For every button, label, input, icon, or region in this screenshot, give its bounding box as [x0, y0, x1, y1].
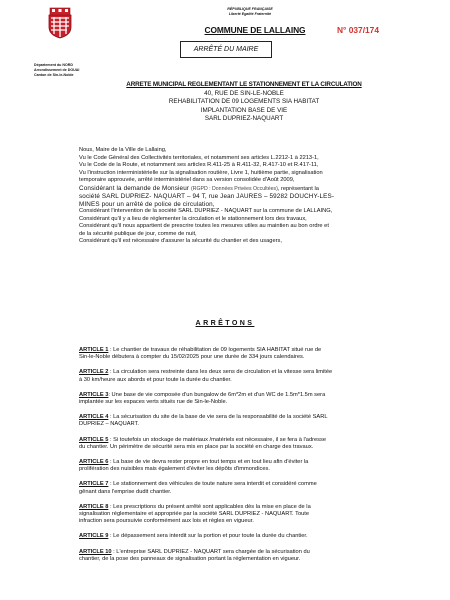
article — [79, 549, 383, 564]
decree-titles — [100, 81, 388, 124]
article-text: DUPRIEZ – NAQUART. — [79, 421, 139, 428]
dept-line: Canton de Sin-le-Noble — [34, 73, 74, 77]
article — [79, 369, 383, 384]
articles-list — [79, 347, 383, 571]
article-text: : Le stationnement des véhicules de toute nature sera interdit et considéré comme — [108, 481, 317, 488]
article-text: : L'entreprise SARL DUPRIEZ - NAQUART sera chargée de la sécurisation du — [111, 548, 310, 555]
article-text: chantier, de la pose des panneaux de signalisation portant la réglementation en vigueur. — [79, 555, 301, 562]
preamble-line: de la sécurité publique de jour, comme de nuit, — [79, 230, 197, 237]
motto-line: Liberté Egalité Fraternité — [228, 11, 272, 16]
preamble-line: Vu l'instruction interministérielle sur la signalisation routière, Livre 1, huitième partie, signalisation — [79, 169, 323, 176]
article-text: gênant dans l'emprise dudit chantier. — [79, 488, 172, 495]
department-info — [34, 63, 114, 78]
article-label: ARTICLE 8 — [79, 503, 109, 510]
preamble-line: société SARL DUPRIEZ- NAQUART – 94 T, rue Jean JAURES – 59282 DOUCHY-LES- — [79, 193, 335, 200]
article-text: signalisation réglementaire et appropriée par la société SARL DUPRIEZ - NAQUART. Toute — [79, 511, 310, 518]
article-label: ARTICLE 5 — [79, 436, 109, 443]
commune-title: COMMUNE DE LALLAING — [204, 25, 306, 35]
article-text: : La base de vie devra rester propre en tout temps et en tout lieu afin d'éviter la — [108, 458, 309, 465]
preamble-line: Vu le Code Général des Collectivités territoriales, et notamment ses articles L.2212-1 à 2213-1, — [79, 154, 319, 161]
article-text: prolifération des nuisibles mais également d'éviter les dépôts d'immondices. — [79, 466, 270, 473]
republic-motto — [196, 7, 304, 16]
article-text: implantée sur les espaces verts situés rue de Sin-le-Noble. — [79, 399, 228, 406]
article-label: ARTICLE 1 — [79, 347, 109, 353]
arrete-number: N° 037/174 — [337, 25, 379, 35]
article-label: ARTICLE 10 — [79, 548, 112, 555]
preamble-line: temporaire approuvée, arrêté interministériel dans sa version consolidée d'Août 2009, — [79, 177, 295, 183]
article-text: du chantier. Un périmètre de sécurité sera mis en place par la société en charge des travaux. — [79, 443, 314, 450]
article-label: ARTICLE 7 — [79, 481, 109, 488]
article — [79, 414, 383, 429]
arretons-heading: ARRÊTONS — [195, 319, 255, 327]
article-text: : Le dépassement sera interdit sur la portion et pour toute la durée du chantier. — [108, 533, 308, 540]
decree-subtitle: REHABILITATION DE 09 LOGEMENTS SIA HABITAT — [168, 98, 320, 106]
article-text: : Si toutefois un stockage de matériaux /matériels est nécessaire, il se fera à l'adresse — [108, 436, 327, 443]
article — [79, 533, 383, 540]
preamble-line: Vu le Code de la Route, et notamment ses articles R.411-25 à R.411-32, R.417-10 et R.417-11, — [79, 162, 319, 168]
town-crest-icon — [47, 7, 73, 39]
dept-line: Arrondissement de DOUAI — [34, 68, 80, 72]
article-text: : Les prescriptions du présent arrêté sont applicables dès la mise en place de la — [108, 503, 311, 510]
article-text: : La sécurisation du site de la base de vie sera de la responsabilité de la société SARL — [108, 414, 328, 421]
decree-main-title: ARRETE MUNICIPAL REGLEMENTANT LE STATIONNEMENT ET LA CIRCULATION — [126, 81, 362, 88]
arrete-label-box: ARRÊTÉ DU MAIRE — [180, 41, 272, 58]
republic-line: RÉPUBLIQUE FRANÇAISE — [227, 7, 273, 11]
article-label: ARTICLE 6 — [79, 458, 109, 465]
decree-subtitle: SARL DUPRIEZ-NAQUART — [204, 115, 284, 123]
preamble — [79, 147, 383, 246]
article — [79, 437, 383, 452]
preamble-line: Considérant l'intervention de la société SARL DUPRIEZ - NAQUART sur la commune de LALLAING, — [79, 208, 333, 214]
preamble-line: MINES pour un arrêté de police de circulation, — [79, 200, 215, 208]
preamble-text: , représentant la — [277, 185, 319, 192]
decree-subtitle: IMPLANTATION BASE DE VIE — [200, 106, 288, 114]
article — [79, 392, 383, 407]
redaction-notice: (RGPD : Données Privées Occultées) — [191, 185, 278, 192]
article-text: à 30 km/heure aux abords et pour toute la durée du chantier. — [79, 376, 232, 383]
dept-line: Département du NORD — [34, 63, 73, 67]
article-text: infraction sera poursuivie conformément aux lois et règles en vigueur. — [79, 518, 254, 525]
article-text: : La circulation sera restreinte dans les deux sens de circulation et la vitesse sera limitée — [108, 369, 333, 376]
article — [79, 504, 383, 526]
preamble-line: Nous, Maire de la Ville de Lallaing, — [79, 147, 167, 153]
article-text: : Une base de vie composée d'un bungalow de 6m*2m et d'un WC de 1.5m*1.5m sera — [108, 391, 326, 398]
article-label: ARTICLE 4 — [79, 414, 109, 421]
article-label: ARTICLE 3 — [79, 391, 109, 398]
preamble-line: Considérant qu'il nous appartient de prescrire toutes les mesures utiles au maintien au bon ordre et — [79, 223, 329, 229]
article-label: ARTICLE 2 — [79, 369, 109, 376]
decree-subtitle: 40, RUE DE SIN-LE-NOBLE — [204, 89, 284, 97]
preamble-line: Considérant qu'il y a lieu de réglementer la circulation et le stationnement lors des travaux, — [79, 215, 307, 222]
article-label: ARTICLE 9 — [79, 533, 109, 540]
article-text: : Le chantier de travaux de réhabilitation de 09 logements SIA HABITAT situé rue de — [108, 347, 322, 353]
article — [79, 459, 383, 474]
preamble-line — [79, 185, 383, 194]
article — [79, 347, 383, 362]
article-text: Sin-le-Noble débutera à compter du 15/02/2025 pour une durée de 334 jours calendaires. — [79, 354, 305, 361]
preamble-text: Considérant la demande de Monsieur — [79, 184, 192, 192]
preamble-line: Considérant qu'il est nécessaire d'assurer la sécurité du chantier et des usagers, — [79, 238, 282, 244]
article — [79, 481, 383, 496]
